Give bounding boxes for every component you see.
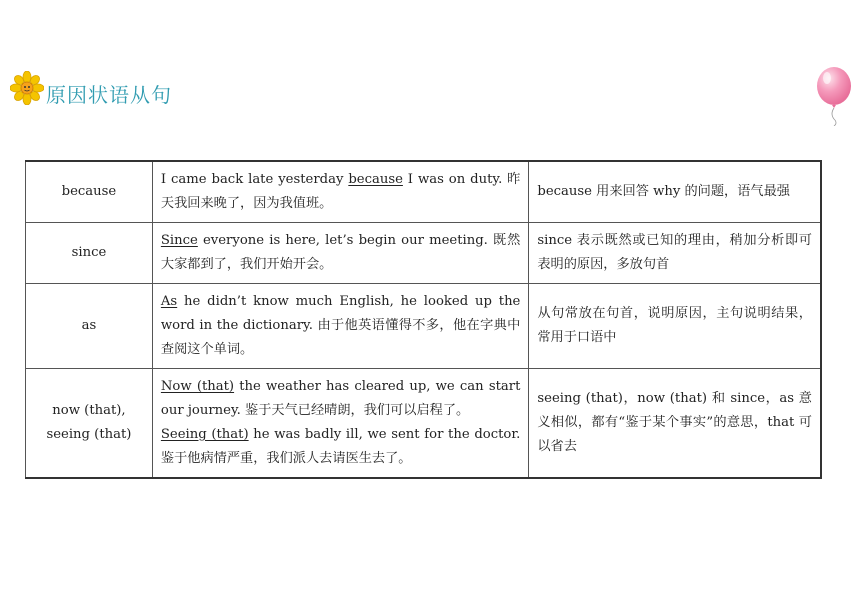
conjunction-cell xyxy=(26,161,153,223)
table-row xyxy=(26,223,822,284)
example-cell xyxy=(152,284,528,369)
conjunction-label: since xyxy=(71,245,107,260)
example-text: he didn’t know much English, he looked up the word in the dictionary. 由于他英语懂得不多，他在字典中查阅这个单词。 xyxy=(160,294,521,357)
flower-icon xyxy=(10,71,44,105)
conjunction-label: seeing (that) xyxy=(46,427,132,442)
table-row xyxy=(26,369,822,479)
note-cell xyxy=(529,223,821,284)
note-text: 从句常放在句首，说明原因，主句说明结果，常用于口语中 xyxy=(537,306,812,345)
section-title: 原因状语从句 xyxy=(46,82,172,107)
example-cell xyxy=(152,161,528,223)
example-underlined: because xyxy=(348,172,403,187)
example-underlined: Now (that) xyxy=(160,379,235,394)
grammar-table xyxy=(25,160,822,479)
example-cell xyxy=(152,369,528,479)
note-cell xyxy=(529,284,821,369)
example-cell xyxy=(152,223,528,284)
note-cell xyxy=(529,161,821,223)
conjunction-cell xyxy=(26,369,153,479)
conjunction-label: now (that), xyxy=(52,403,126,418)
balloon-icon xyxy=(814,66,854,126)
conjunction-label: as xyxy=(81,318,97,333)
example-text: he was badly ill, we sent for the doctor. 鉴于他病情严重，我们派人去请医生去了。 xyxy=(160,427,521,466)
table-row xyxy=(26,284,822,369)
note-text: since 表示既然或已知的理由，稍加分析即可表明的原因，多放句首 xyxy=(537,233,812,272)
note-cell xyxy=(529,369,821,479)
table-row xyxy=(26,161,822,223)
conjunction-cell xyxy=(26,284,153,369)
example-underlined: As xyxy=(160,294,178,309)
example-text: I came back late yesterday xyxy=(160,172,349,187)
example-text: I was on duty. 昨天我回来晚了，因为我值班。 xyxy=(160,172,521,211)
example-second xyxy=(161,423,520,471)
example-text: everyone is here, let’s begin our meeting. 既然大家都到了，我们开始开会。 xyxy=(160,233,521,272)
section-heading xyxy=(10,68,172,108)
note-text: seeing (that)，now (that) 和 since，as 意义相似，都有“鉴于某个事实”的意思，that 可以省去 xyxy=(537,391,812,454)
example-underlined: Since xyxy=(160,233,198,248)
conjunction-cell xyxy=(26,223,153,284)
example-text: the weather has cleared up, we can start our journey. 鉴于天气已经晴朗，我们可以启程了。 xyxy=(160,379,521,418)
conjunction-label: because xyxy=(61,184,117,199)
example-underlined: Seeing (that) xyxy=(160,427,249,442)
note-text: because 用来回答 why 的问题，语气最强 xyxy=(537,184,790,199)
